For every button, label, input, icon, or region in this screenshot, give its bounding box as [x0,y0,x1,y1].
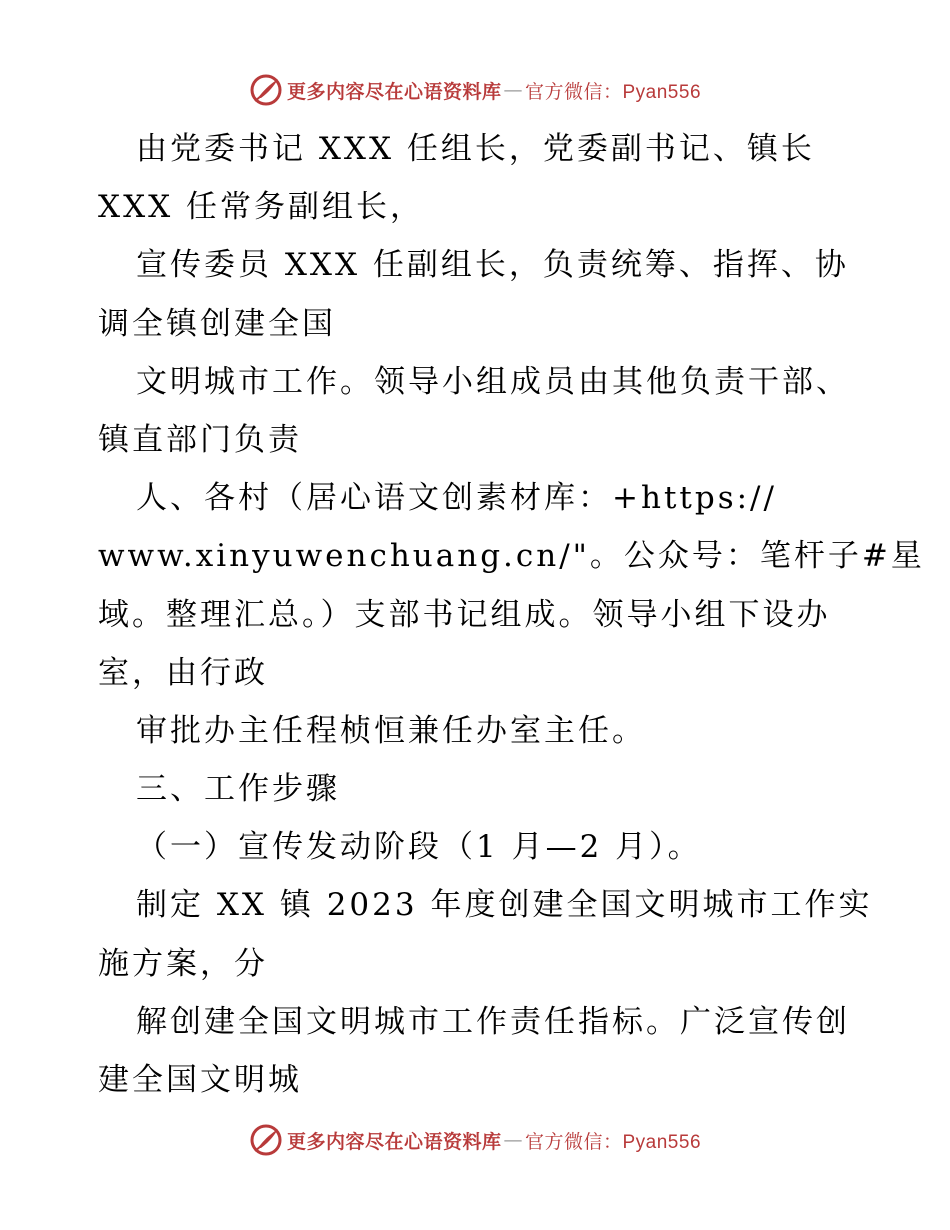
banner-wechat-text: 官方微信：Pyan556 [525,81,702,103]
paragraph-line: 宣传委员 XXX 任副组长，负责统筹、指挥、协 [136,247,849,284]
paragraph-line: 制定 XX 镇 2023 年度创建全国文明城市工作实 [136,887,873,924]
paragraph-line: 施方案，分 [98,945,268,982]
paragraph-line: 审批办主任程桢恒兼任办室主任。 [136,712,646,749]
header-banner [0,70,950,110]
banner-separator: — [503,79,523,101]
paragraph-line: 文明城市工作。领导小组成员由其他负责干部、 [136,363,850,400]
paragraph-line: 建全国文明城 [98,1062,302,1098]
paragraph-line: 由党委书记 XXX 任组长，党委副书记、镇长 [136,131,815,167]
paragraph-line: 镇直部门负责 [98,421,302,458]
banner-brand-text: 更多内容尽在心语资料库 [286,1130,502,1153]
quill-logo-icon [249,1123,283,1157]
paragraph-line: 人、各村（居心语文创素材库：+https:// [136,480,777,517]
paragraph-line: XXX 任常务副组长， [98,189,425,226]
paragraph-line: 室，由行政 [98,654,268,691]
paragraph-line: 解创建全国文明城市工作责任指标。广泛宣传创 [136,1003,850,1040]
paragraph-line: www.xinyuwenchuang.cn/"。公众号：笔杆子#星 [98,538,925,575]
section-heading: 三、工作步骤 [136,771,340,808]
quill-logo-icon [249,73,283,107]
footer-banner [0,1120,950,1160]
paragraph-line: 域。整理汇总。）支部书记组成。领导小组下设办 [98,596,831,633]
banner-separator: — [503,1129,523,1151]
paragraph-line: 调全镇创建全国 [98,305,336,342]
banner-wechat-text: 官方微信：Pyan556 [525,1131,702,1153]
document-body [98,120,925,1109]
subsection-heading: （一）宣传发动阶段（1 月—2 月）。 [136,829,702,866]
banner-brand-text: 更多内容尽在心语资料库 [286,80,502,103]
